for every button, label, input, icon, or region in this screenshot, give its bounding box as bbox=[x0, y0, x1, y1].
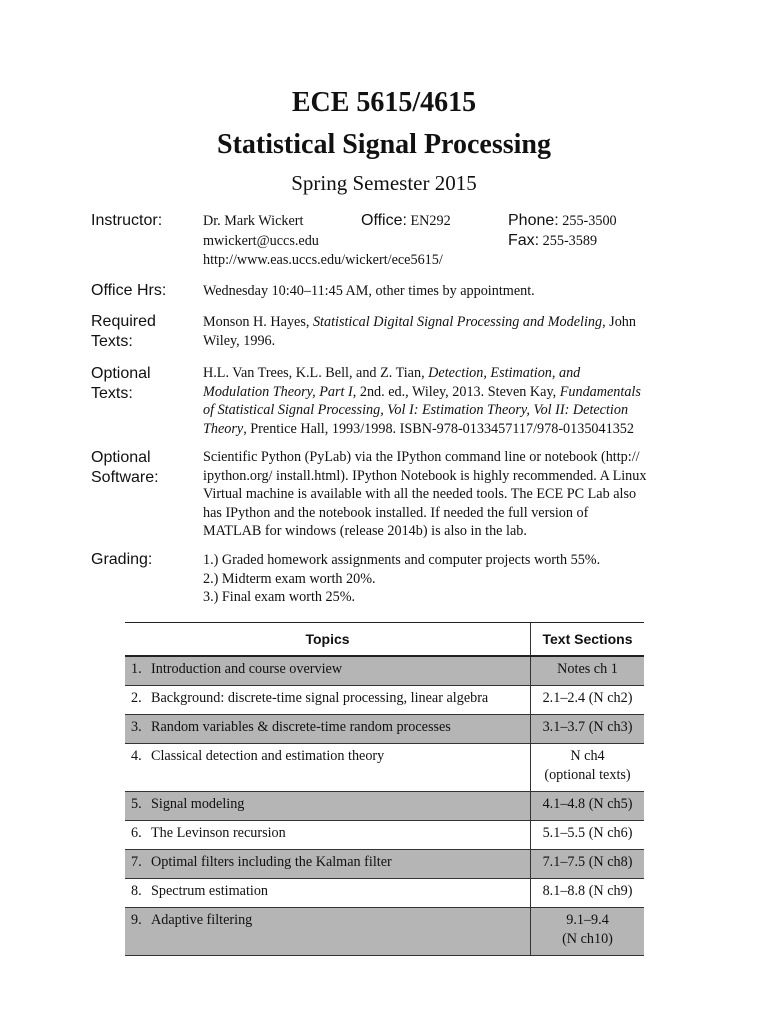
optional-texts-label bbox=[91, 364, 201, 404]
text-sections-cell bbox=[531, 879, 645, 908]
office-hours-text: Wednesday 10:40–11:45 AM, other times by appointment. bbox=[203, 283, 535, 299]
text-sections-cell bbox=[531, 908, 645, 956]
course-name-title: Statistical Signal Processing bbox=[217, 129, 551, 160]
required-texts-citation bbox=[203, 313, 650, 350]
topic-cell bbox=[125, 792, 531, 821]
required-label-line1: Required bbox=[91, 313, 156, 330]
optional-software-label bbox=[91, 448, 201, 488]
topic-cell bbox=[125, 686, 531, 715]
topic-cell bbox=[125, 908, 531, 956]
fax-field bbox=[508, 231, 597, 251]
table-row bbox=[125, 879, 644, 908]
topics-table bbox=[125, 622, 644, 956]
topic-number: 8. bbox=[131, 883, 142, 899]
text-section-line: (N ch10) bbox=[562, 931, 613, 947]
required-texts-label bbox=[91, 312, 201, 352]
text-sections-cell bbox=[531, 715, 645, 744]
phone-label: Phone: bbox=[508, 212, 559, 229]
topics-column-header: Topics bbox=[125, 623, 531, 657]
text-section-line: Notes ch 1 bbox=[557, 661, 618, 677]
text-section-line: 4.1–4.8 (N ch5) bbox=[542, 796, 633, 812]
table-row bbox=[125, 850, 644, 879]
optional-texts-label-line2: Texts: bbox=[91, 385, 133, 402]
topic-number: 9. bbox=[131, 912, 142, 928]
table-row bbox=[125, 792, 644, 821]
text-sections-cell bbox=[531, 686, 645, 715]
table-row bbox=[125, 908, 644, 956]
instructor-name: Dr. Mark Wickert bbox=[203, 213, 304, 229]
text-section-line: 9.1–9.4 bbox=[566, 912, 609, 928]
text-section-line: 8.1–8.8 (N ch9) bbox=[542, 883, 633, 899]
grading-item: 1.) Graded homework assignments and computer projects worth 55%. bbox=[203, 552, 601, 568]
text-sections-cell bbox=[531, 744, 645, 792]
grading-item: 2.) Midterm exam worth 20%. bbox=[203, 570, 376, 587]
topic-cell bbox=[125, 850, 531, 879]
fax-value: 255-3589 bbox=[542, 233, 598, 249]
text-section-line: N ch4 bbox=[570, 748, 605, 764]
required-author: Monson H. Hayes, bbox=[203, 314, 313, 330]
phone-field bbox=[508, 211, 617, 231]
sections-column-header: Text Sections bbox=[531, 623, 645, 657]
text-section-line: 7.1–7.5 (N ch8) bbox=[542, 854, 633, 870]
grading-label: Grading: bbox=[91, 551, 153, 568]
semester-subtitle: Spring Semester 2015 bbox=[291, 171, 477, 195]
topic-title: The Levinson recursion bbox=[151, 825, 286, 841]
grading-list bbox=[203, 551, 650, 607]
text-sections-cell bbox=[531, 821, 645, 850]
topic-number: 6. bbox=[131, 825, 142, 841]
optional-texts-citation bbox=[203, 364, 650, 438]
table-row bbox=[125, 821, 644, 850]
topic-cell bbox=[125, 744, 531, 792]
text-section-line: 5.1–5.5 (N ch6) bbox=[542, 825, 633, 841]
topic-title: Optimal filters including the Kalman filter bbox=[151, 854, 392, 870]
required-label-line2: Texts: bbox=[91, 333, 133, 350]
instructor-label: Instructor: bbox=[91, 212, 163, 229]
text-sections-cell bbox=[531, 792, 645, 821]
phone-value: 255-3500 bbox=[562, 213, 617, 229]
topic-title: Spectrum estimation bbox=[151, 883, 269, 899]
course-website-link[interactable]: http://www.eas.uccs.edu/wickert/ece5615/ bbox=[203, 252, 443, 268]
optional-software-text: Scientific Python (PyLab) via the IPython command line or notebook (http:// ipython.org/ install.html). IPython Notebook is highly recommended. A Linux Virtual machine is available with all the needed tools. The ECE PC Lab also has IPython and the notebook installed. If needed the full version of MATLAB for windows (release 2014b) is also in the lab. bbox=[203, 449, 647, 539]
topic-number: 4. bbox=[131, 748, 142, 764]
table-header-row bbox=[125, 623, 644, 657]
topic-number: 7. bbox=[131, 854, 142, 870]
optional-book-title2: Fundamentals of Statistical Signal Processing, Vol I: Estimation Theory, Vol II: Detection Theory bbox=[203, 383, 641, 437]
optional-software-label-line2: Software: bbox=[91, 469, 159, 486]
optional-part3: , Prentice Hall, 1993/1998. ISBN-978-0133457117/978-0135041352 bbox=[243, 420, 634, 437]
text-section-line: (optional texts) bbox=[544, 767, 631, 783]
required-publisher: , John Wiley, 1996. bbox=[203, 314, 636, 349]
course-number-title: ECE 5615/4615 bbox=[291, 87, 477, 118]
table-row bbox=[125, 656, 644, 686]
office-value: EN292 bbox=[410, 213, 451, 229]
topic-cell bbox=[125, 879, 531, 908]
table-row bbox=[125, 715, 644, 744]
topic-title: Introduction and course overview bbox=[151, 661, 343, 677]
table-row bbox=[125, 686, 644, 715]
text-section-line: 2.1–2.4 (N ch2) bbox=[542, 690, 633, 706]
topic-title: Background: discrete-time signal processing, linear algebra bbox=[151, 690, 489, 706]
topic-cell bbox=[125, 821, 531, 850]
office-field bbox=[361, 211, 451, 231]
topic-number: 3. bbox=[131, 719, 142, 735]
topic-number: 1. bbox=[131, 661, 142, 677]
text-sections-cell bbox=[531, 850, 645, 879]
instructor-email[interactable]: mwickert@uccs.edu bbox=[203, 233, 319, 249]
topic-cell bbox=[125, 656, 531, 686]
optional-texts-label-line1: Optional bbox=[91, 365, 151, 382]
table-row bbox=[125, 744, 644, 792]
topic-cell bbox=[125, 715, 531, 744]
topic-title: Random variables & discrete-time random processes bbox=[151, 719, 451, 735]
optional-book-title1: Detection, Estimation, and Modulation Theory, Part I bbox=[203, 365, 581, 400]
text-sections-cell bbox=[531, 656, 645, 686]
topics-table-body bbox=[125, 656, 644, 956]
grading-item: 3.) Final exam worth 25%. bbox=[203, 589, 356, 605]
optional-software-label-line1: Optional bbox=[91, 449, 151, 466]
topic-number: 5. bbox=[131, 796, 142, 812]
topic-number: 2. bbox=[131, 690, 142, 706]
fax-label: Fax: bbox=[508, 232, 540, 249]
topic-title: Classical detection and estimation theory bbox=[151, 748, 385, 764]
topic-title: Adaptive filtering bbox=[151, 912, 253, 928]
optional-part1: H.L. Van Trees, K.L. Bell, and Z. Tian, bbox=[203, 365, 429, 381]
text-section-line: 3.1–3.7 (N ch3) bbox=[542, 719, 633, 735]
optional-part2: , 2nd. ed., Wiley, 2013. Steven Kay, bbox=[352, 383, 560, 400]
required-book-title: Statistical Digital Signal Processing and Modeling bbox=[312, 314, 603, 330]
office-hours-label: Office Hrs: bbox=[91, 282, 167, 299]
topic-title: Signal modeling bbox=[151, 796, 245, 812]
office-label: Office: bbox=[361, 212, 407, 229]
